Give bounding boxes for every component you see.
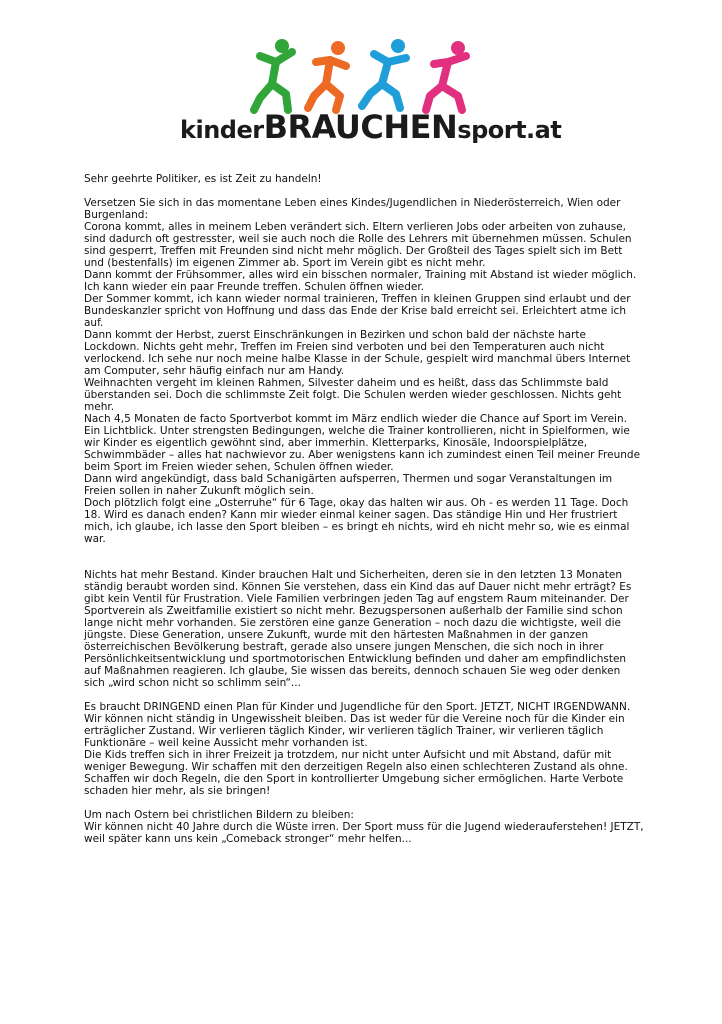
paragraph: Weihnachten vergeht im kleinen Rahmen, Silvester daheim und es heißt, dass das Schlimmste bald überstanden sei. Doch die schlimmste Zeit folgt. Die Schulen werden wieder geschlossen. Nichts geht mehr.: [84, 377, 622, 413]
paragraph: Dann kommt der Frühsommer, alles wird ein bisschen normaler, Training mit Abstand ist wieder möglich. Ich kann wieder ein paar Freunde treffen. Schulen öffnen wieder.: [84, 269, 637, 293]
logo-text-brauchen: BRAUCHEN: [263, 108, 458, 146]
section-2: [84, 569, 644, 689]
paragraph: Versetzen Sie sich in das momentane Leben eines Kindes/Jugendlichen in Niederösterreich, Wien oder Burgenland:: [84, 197, 621, 221]
logo-text-kinder: kinder: [180, 116, 264, 144]
running-children-icon: [246, 36, 478, 118]
section-1: [84, 197, 644, 545]
logo-text-sport: sport.at: [457, 116, 562, 144]
logo: [180, 36, 562, 148]
paragraph: Nichts hat mehr Bestand. Kinder brauchen Halt und Sicherheiten, deren sie in den letzten 13 Monaten ständig beraubt worden sind. Können Sie verstehen, dass ein Kind das auf Dauer nicht mehr erträgt? Es gibt kein Ventil für Frustration. Viele Familien verbringen jeden Tag auf engstem Raum miteinander. Der Sportverein als Zweitfamilie existiert so nicht mehr. Bezugspersonen außerhalb der Familie sind schon lange nicht mehr vorhanden. Sie zerstören eine ganze Generation – noch dazu die wichtigste, weil die jüngste. Diese Generation, unsere Zukunft, wurde mit den härtesten Maßnahmen in der ganzen österreichischen Bevölkerung bestraft, gerade also unsere jungen Menschen, die sich noch in ihrer Persönlichkeitsentwicklung und sportmotorischen Entwicklung befinden und daher am empfindlichsten auf Maßnahmen reagieren. Ich glaube, Sie wissen das bereits, dennoch schauen Sie weg oder denken sich „wird schon nicht so schlimm sein“...: [84, 569, 632, 689]
paragraph: Corona kommt, alles in meinem Leben verändert sich. Eltern verlieren Jobs oder arbeiten von zuhause, sind dadurch oft gestresster, weil sie auch noch die Rolle des Lehrers mit übernehmen müssen. Schulen sind gesperrt, Treffen mit Freunden sind nicht mehr möglich. Der Großteil des Tages spielt sich im Bett und (bestenfalls) im eigenen Zimmer ab. Sport im Verein gibt es nicht mehr.: [84, 221, 632, 269]
green-runner: [254, 39, 292, 110]
salutation: Sehr geehrte Politiker, es ist Zeit zu handeln!: [84, 173, 322, 185]
paragraph: Dann wird angekündigt, dass bald Schanigärten aufsperren, Thermen und sogar Veranstaltungen im Freien sollen in naher Zukunft möglich sein.: [84, 473, 613, 497]
blue-runner: [362, 39, 406, 108]
orange-runner: [308, 41, 346, 110]
paragraph: Die Kids treffen sich in ihrer Freizeit ja trotzdem, nur nicht unter Aufsicht und mit Abstand, dafür mit weniger Bewegung. Wir schaffen mit den derzeitigen Regeln also einen schlechteren Zustand als ohne. Schaffen wir doch Regeln, die den Sport in kontrollierter Umgebung sicher ermöglichen. Harte Verbote schaden hier mehr, als sie bringen!: [84, 749, 628, 797]
paragraph: Doch plötzlich folgt eine „Osterruhe“ für 6 Tage, okay das halten wir aus. Oh - es werden 11 Tage. Doch 18. Wird es danach enden? Kann mir wieder einmal keiner sagen. Das ständige Hin und Her frustriert mich, ich glaube, ich lasse den Sport bleiben – es bringt eh nichts, wird eh nicht mehr so, wie es einmal war.: [84, 497, 630, 545]
paragraph: Nach 4,5 Monaten de facto Sportverbot kommt im März endlich wieder die Chance auf Sport im Verein. Ein Lichtblick. Unter strengsten Bedingungen, welche die Trainer kontrollieren, nicht in Spielformen, wie wir Kinder es eigentlich gewöhnt sind, aber immerhin. Kletterparks, Kinosäle, Indoorspielplätze, Schwimmbäder – alles hat nachwievor zu. Aber wenigstens kann ich zumindest einen Teil meiner Freunde beim Sport im Freien wieder sehen, Schulen öffnen wieder.: [84, 413, 641, 473]
paragraph: Um nach Ostern bei christlichen Bildern zu bleiben:: [84, 809, 354, 821]
section-3: [84, 701, 644, 797]
pink-runner: [426, 41, 466, 110]
logo-wordmark: [180, 108, 562, 146]
paragraph: Der Sommer kommt, ich kann wieder normal trainieren, Treffen in kleinen Gruppen sind erlaubt und der Bundeskanzler spricht von Hoffnung und dass das Ende der Krise bald erreicht sei. Erleichtert atme ich auf.: [84, 293, 631, 329]
paragraph: Es braucht DRINGEND einen Plan für Kinder und Jugendliche für den Sport. JETZT, NICHT IRGENDWANN. Wir können nicht ständig in Ungewissheit bleiben. Das ist weder für die Vereine noch für die Kinder ein erträglicher Zustand. Wir verlieren täglich Kinder, wir verlieren täglich Trainer, wir verlieren täglich Funktionäre – weil keine Aussicht mehr vorhanden ist.: [84, 701, 631, 749]
section-4: [84, 809, 644, 845]
paragraph: Wir können nicht 40 Jahre durch die Wüste irren. Der Sport muss für die Jugend wiederauferstehen! JETZT, weil später kann uns kein „Comeback stronger“ mehr helfen...: [84, 821, 644, 845]
letter-body: [84, 173, 644, 857]
paragraph: Dann kommt der Herbst, zuerst Einschränkungen in Bezirken und schon bald der nächste harte Lockdown. Nichts geht mehr, Treffen im Freien sind verboten und bei den Temperaturen auch nicht verlockend. Ich sehe nur noch meine halbe Klasse in der Schule, gespielt wird manchmal übers Internet am Computer, sehr häufig einfach nur am Handy.: [84, 329, 631, 377]
